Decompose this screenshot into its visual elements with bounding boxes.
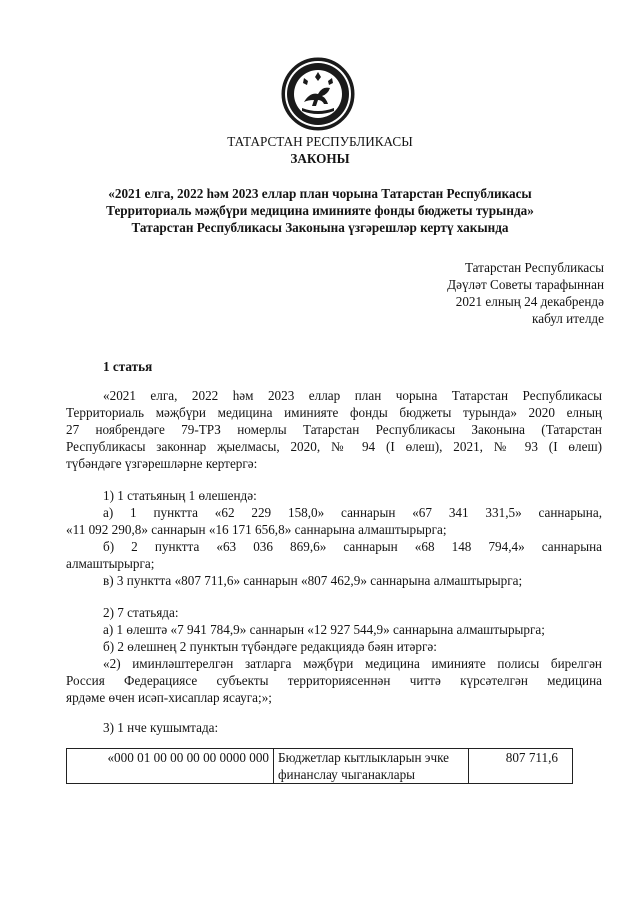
item1-b-line-1: б) 2 пунктта «63 036 869,6» саннарын «68 148 794,4» саннарына — [103, 539, 602, 554]
table-code-cell: «000 01 00 00 00 00 0000 000 — [67, 749, 274, 784]
title-line-2: Территориаль мәҗбүри медицина иминияте фонды бюджеты турында» — [106, 203, 534, 218]
item1-a-line-2: «11 092 290,8» саннарын «16 171 656,8» саннарына алмаштырырга; — [66, 522, 447, 537]
table-row — [67, 749, 573, 784]
adoption-line-3: 2021 елның 24 декабрендә — [455, 294, 604, 309]
budget-table — [66, 748, 573, 784]
adoption-line-4: кабул ителде — [532, 311, 604, 326]
intro-line-2: Территориаль мәҗбүри медицина иминияте фонды бюджеты турында» 2020 елның — [66, 405, 602, 420]
adoption-line-1: Татарстан Республикасы — [464, 260, 604, 275]
item1-b-line-2: алмаштырырга; — [66, 556, 155, 571]
adoption-line-2: Дәүләт Советы тарафыннан — [447, 277, 604, 292]
title-line-3: Татарстан Республикасы Законына үзгәрешләр кертү хакында — [131, 220, 509, 235]
item2-quote-line-1: «2) иминләштерелгән затларга мәҗбүри медицина иминияте полисы бирелгән — [103, 656, 602, 671]
intro-line-1: «2021 елга, 2022 һәм 2023 еллар план чорына Татарстан Республикасы — [103, 388, 602, 403]
item2-heading: 2) 7 статьяда: — [103, 605, 179, 620]
tatarstan-emblem-icon — [280, 56, 356, 132]
item2-a-line: а) 1 өлештә «7 941 784,9» саннарын «12 927 544,9» саннарына алмаштырырга; — [103, 622, 545, 637]
header-republic: ТАТАРСТАН РЕСПУБЛИКАСЫ — [227, 134, 413, 149]
intro-line-4: Республикасы законнар җыелмасы, 2020, № 94 (I өлеш), 2021, № 93 (I өлеш) — [66, 439, 602, 454]
article-heading: 1 статья — [103, 359, 153, 374]
item3-heading: 3) 1 нче кушымтада: — [103, 720, 219, 735]
item2-quote-line-3: ярдәме өчен исәп-хисаплар ясауга;»; — [66, 690, 272, 705]
item1-heading: 1) 1 статьяның 1 өлешендә: — [103, 488, 257, 503]
table-value-cell: 807 711,6 — [469, 749, 573, 784]
intro-line-5: түбәндәге үзгәрешләрне кертергә: — [66, 456, 258, 471]
intro-line-3: 27 ноябрендәге 79-ТРЗ номерлы Татарстан Республикасы Законына (Татарстан — [66, 422, 602, 437]
title-line-1: «2021 елга, 2022 һәм 2023 еллар план чорына Татарстан Республикасы — [108, 186, 532, 201]
header-law: ЗАКОНЫ — [290, 151, 350, 166]
item2-b-line: б) 2 өлешнең 2 пунктын түбәндәге редакциядә бәян итәргә: — [103, 639, 437, 654]
table-name-cell: Бюджетлар кытлыкларын эчке финанслау чыганаклары — [274, 749, 469, 784]
item1-v-line: в) 3 пунктта «807 711,6» саннарын «807 462,9» саннарына алмаштырырга; — [103, 573, 523, 588]
item1-a-line-1: а) 1 пунктта «62 229 158,0» саннарын «67 341 331,5» саннарына, — [103, 505, 602, 520]
item2-quote-line-2: Россия Федерациясе субъекты территориясеннән читтә күрсәтелгән медицина — [66, 673, 602, 688]
